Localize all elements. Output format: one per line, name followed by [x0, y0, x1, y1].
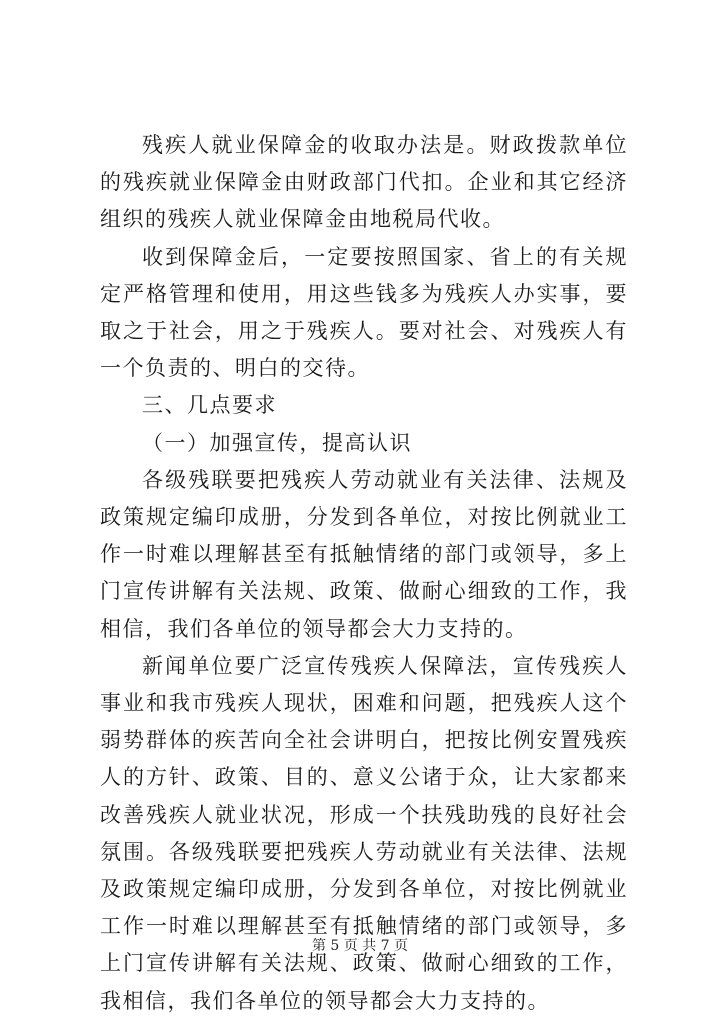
paragraph-news-publicity: 新闻单位要广泛宣传残疾人保障法，宣传残疾人事业和我市残疾人现状，困难和问题，把残疾人这个弱势群体的疾苦向全社会讲明白，把按比例安置残疾人的方针、政策、目的、意义公诸于众，让大家都来改善残疾人就业状况，形成一个扶残助残的良好社会氛围。各级残联要把残疾人劳动就业有关法律、法规及政策规定编印成册，分发到各单位，对按比例就业工作一时难以理解甚至有抵触情绪的部门或领导，多上门宣传讲解有关法规、政策、做耐心细致的工作，我相信，我们各单位的领导都会大力支持的。	[100, 653, 628, 1013]
section-heading-requirements: 三、几点要求	[142, 393, 277, 418]
paragraph-fund-management: 收到保障金后，一定要按照国家、省上的有关规定严格管理和使用，用这些钱多为残疾人办实事，要取之于社会，用之于残疾人。要对社会、对残疾人有一个负责的、明白的交待。	[100, 244, 628, 381]
paragraph-federation-publicity: 各级残联要把残疾人劳动就业有关法律、法规及政策规定编印成册，分发到各单位，对按比例就业工作一时难以理解甚至有抵触情绪的部门或领导，多上门宣传讲解有关法规、政策、做耐心细致的工作，我相信，我们各单位的领导都会大力支持的。	[100, 467, 628, 641]
paragraph-fund-collection: 残疾人就业保障金的收取办法是。财政拨款单位的残疾就业保障金由财政部门代扣。企业和其它经济组织的残疾人就业保障金由地税局代收。	[100, 133, 628, 232]
page-number-footer: 第 5 页 共 7 页	[311, 938, 409, 954]
subsection-heading-publicity: （一）加强宣传，提高认识	[142, 430, 412, 455]
document-body	[100, 127, 628, 1020]
